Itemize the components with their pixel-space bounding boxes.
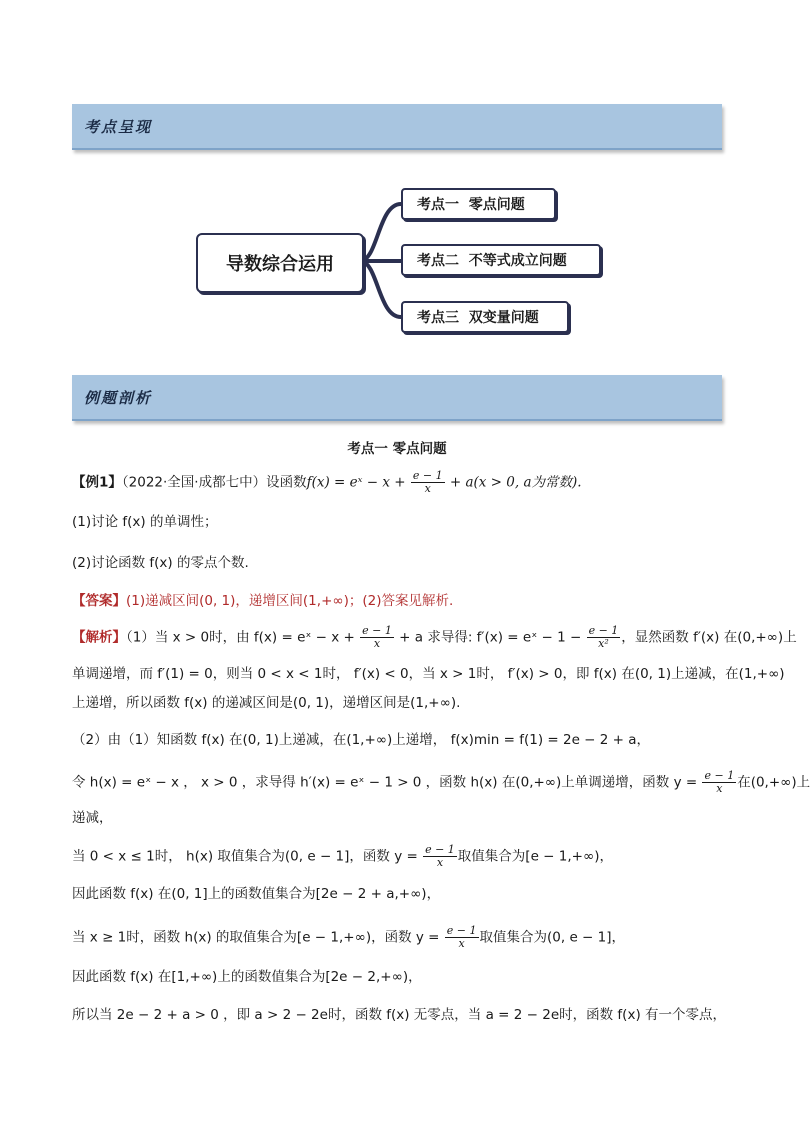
mindmap-node-label: 考点二 不等式成立问题 xyxy=(417,253,567,269)
mindmap-root-label: 导数综合运用 xyxy=(226,254,334,275)
answer-line xyxy=(72,591,724,611)
analysis-text: + a 求导得: f′(x) = eˣ − 1 − xyxy=(394,629,586,646)
analysis-text: 取值集合为[e − 1,+∞)， xyxy=(457,848,613,865)
example-label: 【例1】 xyxy=(72,474,122,491)
analysis-line-6: 递减， xyxy=(72,810,113,826)
analysis-line-5 xyxy=(72,769,810,795)
question-1: (1)讨论 f(x) 的单调性； xyxy=(72,514,218,530)
fraction: $\frac{e - 1}{x}$ xyxy=(412,469,443,495)
analysis-label: 【解析】 xyxy=(72,629,126,646)
analysis-line-3: 上递增，所以函数 f(x) 的递减区间是(0, 1)，递增区间是(1,+∞). xyxy=(72,695,461,711)
mindmap-root xyxy=(196,233,364,293)
analysis-text: 令 h(x) = eˣ − x ， x > 0 ，求导得 h′(x) = eˣ − 1 > 0 ，函数 h(x) 在(0,+∞)上单调递增，函数 y = xyxy=(72,774,702,791)
analysis-line-4: （2）由（1）知函数 f(x) 在(0, 1)上递减，在(1,+∞)上递增， f(x)min = f(1) = 2e − 2 + a， xyxy=(72,732,651,748)
analysis-text: 在(0,+∞)上 xyxy=(737,774,810,791)
example-stem-post: + a(x > 0, a为常数). xyxy=(445,474,582,491)
answer-label: 【答案】 xyxy=(72,593,126,609)
mindmap-node-1 xyxy=(401,188,556,220)
analysis-text: 取值集合为(0, e − 1]， xyxy=(479,929,625,946)
mindmap-node-3 xyxy=(401,301,569,333)
analysis-line-2: 单调递增，而 f′(1) = 0，则当 0 < x < 1时， f′(x) < 0，当 x > 1时， f′(x) > 0，即 f(x) 在(0, 1)上递减，在(1,+∞) xyxy=(72,666,785,682)
analysis-text: ，显然函数 f′(x) 在(0,+∞)上 xyxy=(621,629,797,646)
fraction: $\frac{e - 1}{\text{x²}}$ xyxy=(588,624,619,650)
example-stem-pre: 设函数 xyxy=(266,474,307,491)
analysis-line-10: 因此函数 f(x) 在[1,+∞)上的函数值集合为[2e − 2,+∞)， xyxy=(72,969,422,985)
fraction: $\frac{e - 1}{x}$ xyxy=(425,843,455,869)
analysis-line-9 xyxy=(72,925,724,950)
section-title: 例题剖析 xyxy=(84,389,153,407)
example-source: （2022·全国·成都七中） xyxy=(121,474,267,491)
mindmap-node-label: 考点三 双变量问题 xyxy=(417,310,539,326)
fraction: $\frac{e - 1}{x}$ xyxy=(446,924,477,950)
analysis-line-11: 所以当 2e − 2 + a > 0 ，即 a > 2 − 2e时，函数 f(x) 无零点，当 a = 2 − 2e时，函数 f(x) 有一个零点， xyxy=(72,1007,726,1023)
example-func: f(x) = eˣ − x + xyxy=(306,474,410,491)
fraction: $\frac{e - 1}{x}$ xyxy=(704,769,735,795)
topic-title: 考点一 零点问题 xyxy=(347,441,447,457)
analysis-text: （1）当 x > 0时，由 f(x) = eˣ − x + xyxy=(126,629,360,646)
mindmap-node-label: 考点一 零点问题 xyxy=(417,197,525,213)
question-2: (2)讨论函数 f(x) 的零点个数. xyxy=(72,555,249,571)
analysis-text: 当 x ≥ 1时，函数 h(x) 的取值集合为[e − 1,+∞)，函数 y = xyxy=(72,929,444,946)
section-header-liti xyxy=(72,375,722,421)
analysis-line-8: 因此函数 f(x) 在(0, 1]上的函数值集合为[2e − 2 + a,+∞)， xyxy=(72,886,441,902)
analysis-line-1 xyxy=(72,624,797,650)
analysis-text: 当 0 < x ≤ 1时， h(x) 取值集合为(0, e − 1]，函数 y = xyxy=(72,848,423,865)
example-stem xyxy=(72,470,724,495)
analysis-line-7 xyxy=(72,844,724,869)
answer-text: (1)递减区间(0, 1)，递增区间(1,+∞)；(2)答案见解析. xyxy=(126,593,454,609)
mindmap-node-2 xyxy=(401,244,601,276)
section-title: 考点呈现 xyxy=(84,118,153,136)
fraction: $\frac{e - 1}{x}$ xyxy=(362,624,392,650)
